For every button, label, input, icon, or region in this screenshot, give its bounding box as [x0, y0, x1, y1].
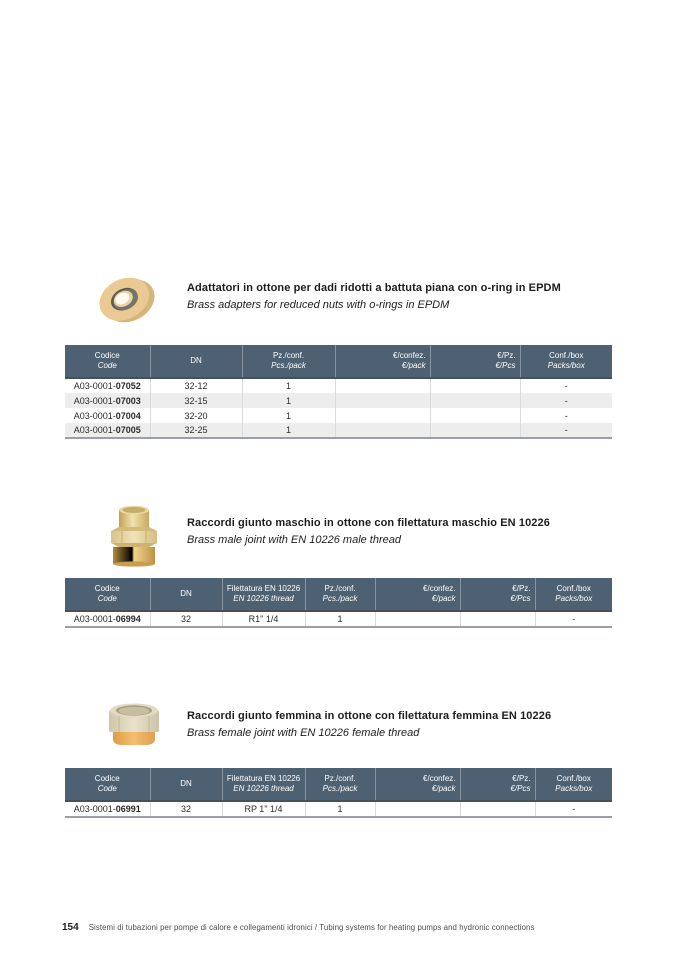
- column-header-eur-pcs: €/Pz. €/Pcs: [460, 578, 535, 611]
- eur-pack-value: [375, 611, 460, 627]
- eur-pack-value: [335, 423, 430, 438]
- section-brass-female-joint: [65, 696, 612, 818]
- column-header-packs-box: Conf./box Packs/box: [535, 578, 612, 611]
- column-header-eur-pack: €/confez. €/pack: [375, 768, 460, 801]
- eur-pcs-value: [430, 423, 520, 438]
- column-header-eur-pack: €/confez. €/pack: [335, 345, 430, 378]
- packs-box-value: -: [520, 423, 612, 438]
- eur-pcs-value: [430, 378, 520, 393]
- pcs-pack-value: 1: [305, 801, 375, 817]
- brass-adapter-ring-image: [95, 270, 159, 330]
- product-image-brass-male-joint: [110, 505, 158, 572]
- section-title-italian: Raccordi giunto femmina in ottone con filettatura femmina EN 10226: [187, 710, 552, 722]
- eur-pack-value: [375, 801, 460, 817]
- product-code: A03-0001-07005: [73, 425, 141, 435]
- column-header-dn: DN: [150, 578, 222, 611]
- pcs-pack-value: 1: [305, 611, 375, 627]
- table-header: [65, 345, 612, 378]
- products-table-male-joint: [65, 578, 612, 628]
- brass-male-joint-image: [110, 505, 158, 567]
- section-title-italian: Raccordi giunto maschio in ottone con filettatura maschio EN 10226: [187, 517, 550, 529]
- header-row: [65, 345, 612, 378]
- eur-pcs-value: [460, 801, 535, 817]
- column-header-thread: Filettatura EN 10226 EN 10226 thread: [222, 768, 305, 801]
- dn-value: 32-20: [150, 408, 242, 423]
- column-header-code: Codice Code: [65, 345, 150, 378]
- product-code: A03-0001-07003: [73, 395, 141, 406]
- table-body: [65, 378, 612, 438]
- table-body: [65, 611, 612, 627]
- column-header-eur-pcs: €/Pz. €/Pcs: [460, 768, 535, 801]
- packs-box-value: -: [535, 801, 612, 817]
- packs-box-value: -: [535, 611, 612, 627]
- section-titles: [187, 517, 612, 547]
- header-row: [65, 578, 612, 611]
- dn-value: 32-25: [150, 423, 242, 438]
- dn-value: 32-12: [150, 378, 242, 393]
- pcs-pack-value: 1: [242, 378, 335, 393]
- product-image-brass-female-joint: [108, 701, 160, 754]
- header-row: [65, 768, 612, 801]
- section-title-english: Brass male joint with EN 10226 male thread: [187, 534, 401, 546]
- section-titles: [187, 710, 612, 740]
- section-titles: [187, 282, 612, 312]
- products-table-adapters: [65, 345, 612, 439]
- column-header-dn: DN: [150, 345, 242, 378]
- column-header-code: Codice Code: [65, 578, 150, 611]
- pcs-pack-value: 1: [242, 423, 335, 438]
- column-header-eur-pack: €/confez. €/pack: [375, 578, 460, 611]
- column-header-thread: Filettatura EN 10226 EN 10226 thread: [222, 578, 305, 611]
- column-header-code: Codice Code: [65, 768, 150, 801]
- column-header-packs-box: Conf./box Packs/box: [520, 345, 612, 378]
- section-brass-adapters: [65, 270, 612, 440]
- eur-pcs-value: [430, 393, 520, 408]
- dn-value: 32: [150, 801, 222, 817]
- thread-value: RP 1" 1/4: [222, 801, 305, 817]
- column-header-eur-pcs: €/Pz. €/Pcs: [430, 345, 520, 378]
- page-number: 154: [62, 922, 79, 933]
- pcs-pack-value: 1: [242, 393, 335, 408]
- section-title-english: Brass female joint with EN 10226 female thread: [187, 727, 420, 739]
- table-header: [65, 768, 612, 801]
- column-header-packs-box: Conf./box Packs/box: [535, 768, 612, 801]
- table-row: [65, 408, 612, 423]
- eur-pcs-value: [460, 611, 535, 627]
- product-code: A03-0001-07052: [73, 381, 141, 391]
- brass-female-joint-image: [108, 701, 160, 749]
- table-row: [65, 393, 612, 408]
- section-title-italian: Adattatori in ottone per dadi ridotti a battuta piana con o-ring in EPDM: [187, 282, 561, 294]
- column-header-dn: DN: [150, 768, 222, 801]
- section-title-english: Brass adapters for reduced nuts with o-rings in EPDM: [187, 299, 450, 311]
- packs-box-value: -: [520, 393, 612, 408]
- table-row: [65, 611, 612, 627]
- product-code: A03-0001-07004: [73, 410, 141, 421]
- table-header: [65, 578, 612, 611]
- eur-pack-value: [335, 408, 430, 423]
- pcs-pack-value: 1: [242, 408, 335, 423]
- eur-pcs-value: [430, 408, 520, 423]
- products-table-female-joint: [65, 768, 612, 818]
- eur-pack-value: [335, 393, 430, 408]
- dn-value: 32-15: [150, 393, 242, 408]
- column-header-pcs-pack: Pz./conf. Pcs./pack: [305, 578, 375, 611]
- packs-box-value: -: [520, 408, 612, 423]
- footer-caption: Sistemi di tubazioni per pompe di calore e collegamenti idronici / Tubing systems for heating pumps and hydronic connections: [88, 923, 535, 932]
- dn-value: 32: [150, 611, 222, 627]
- table-row: [65, 801, 612, 817]
- table-body: [65, 801, 612, 817]
- thread-value: R1" 1/4: [222, 611, 305, 627]
- page-footer: [62, 922, 622, 933]
- table-row: [65, 378, 612, 393]
- section-brass-male-joint: [65, 503, 612, 628]
- packs-box-value: -: [520, 378, 612, 393]
- product-code: A03-0001-06991: [73, 804, 141, 814]
- eur-pack-value: [335, 378, 430, 393]
- column-header-pcs-pack: Pz./conf. Pcs./pack: [242, 345, 335, 378]
- product-code: A03-0001-06994: [73, 614, 141, 624]
- column-header-pcs-pack: Pz./conf. Pcs./pack: [305, 768, 375, 801]
- product-image-brass-adapter-ring: [95, 270, 159, 335]
- table-row: [65, 423, 612, 438]
